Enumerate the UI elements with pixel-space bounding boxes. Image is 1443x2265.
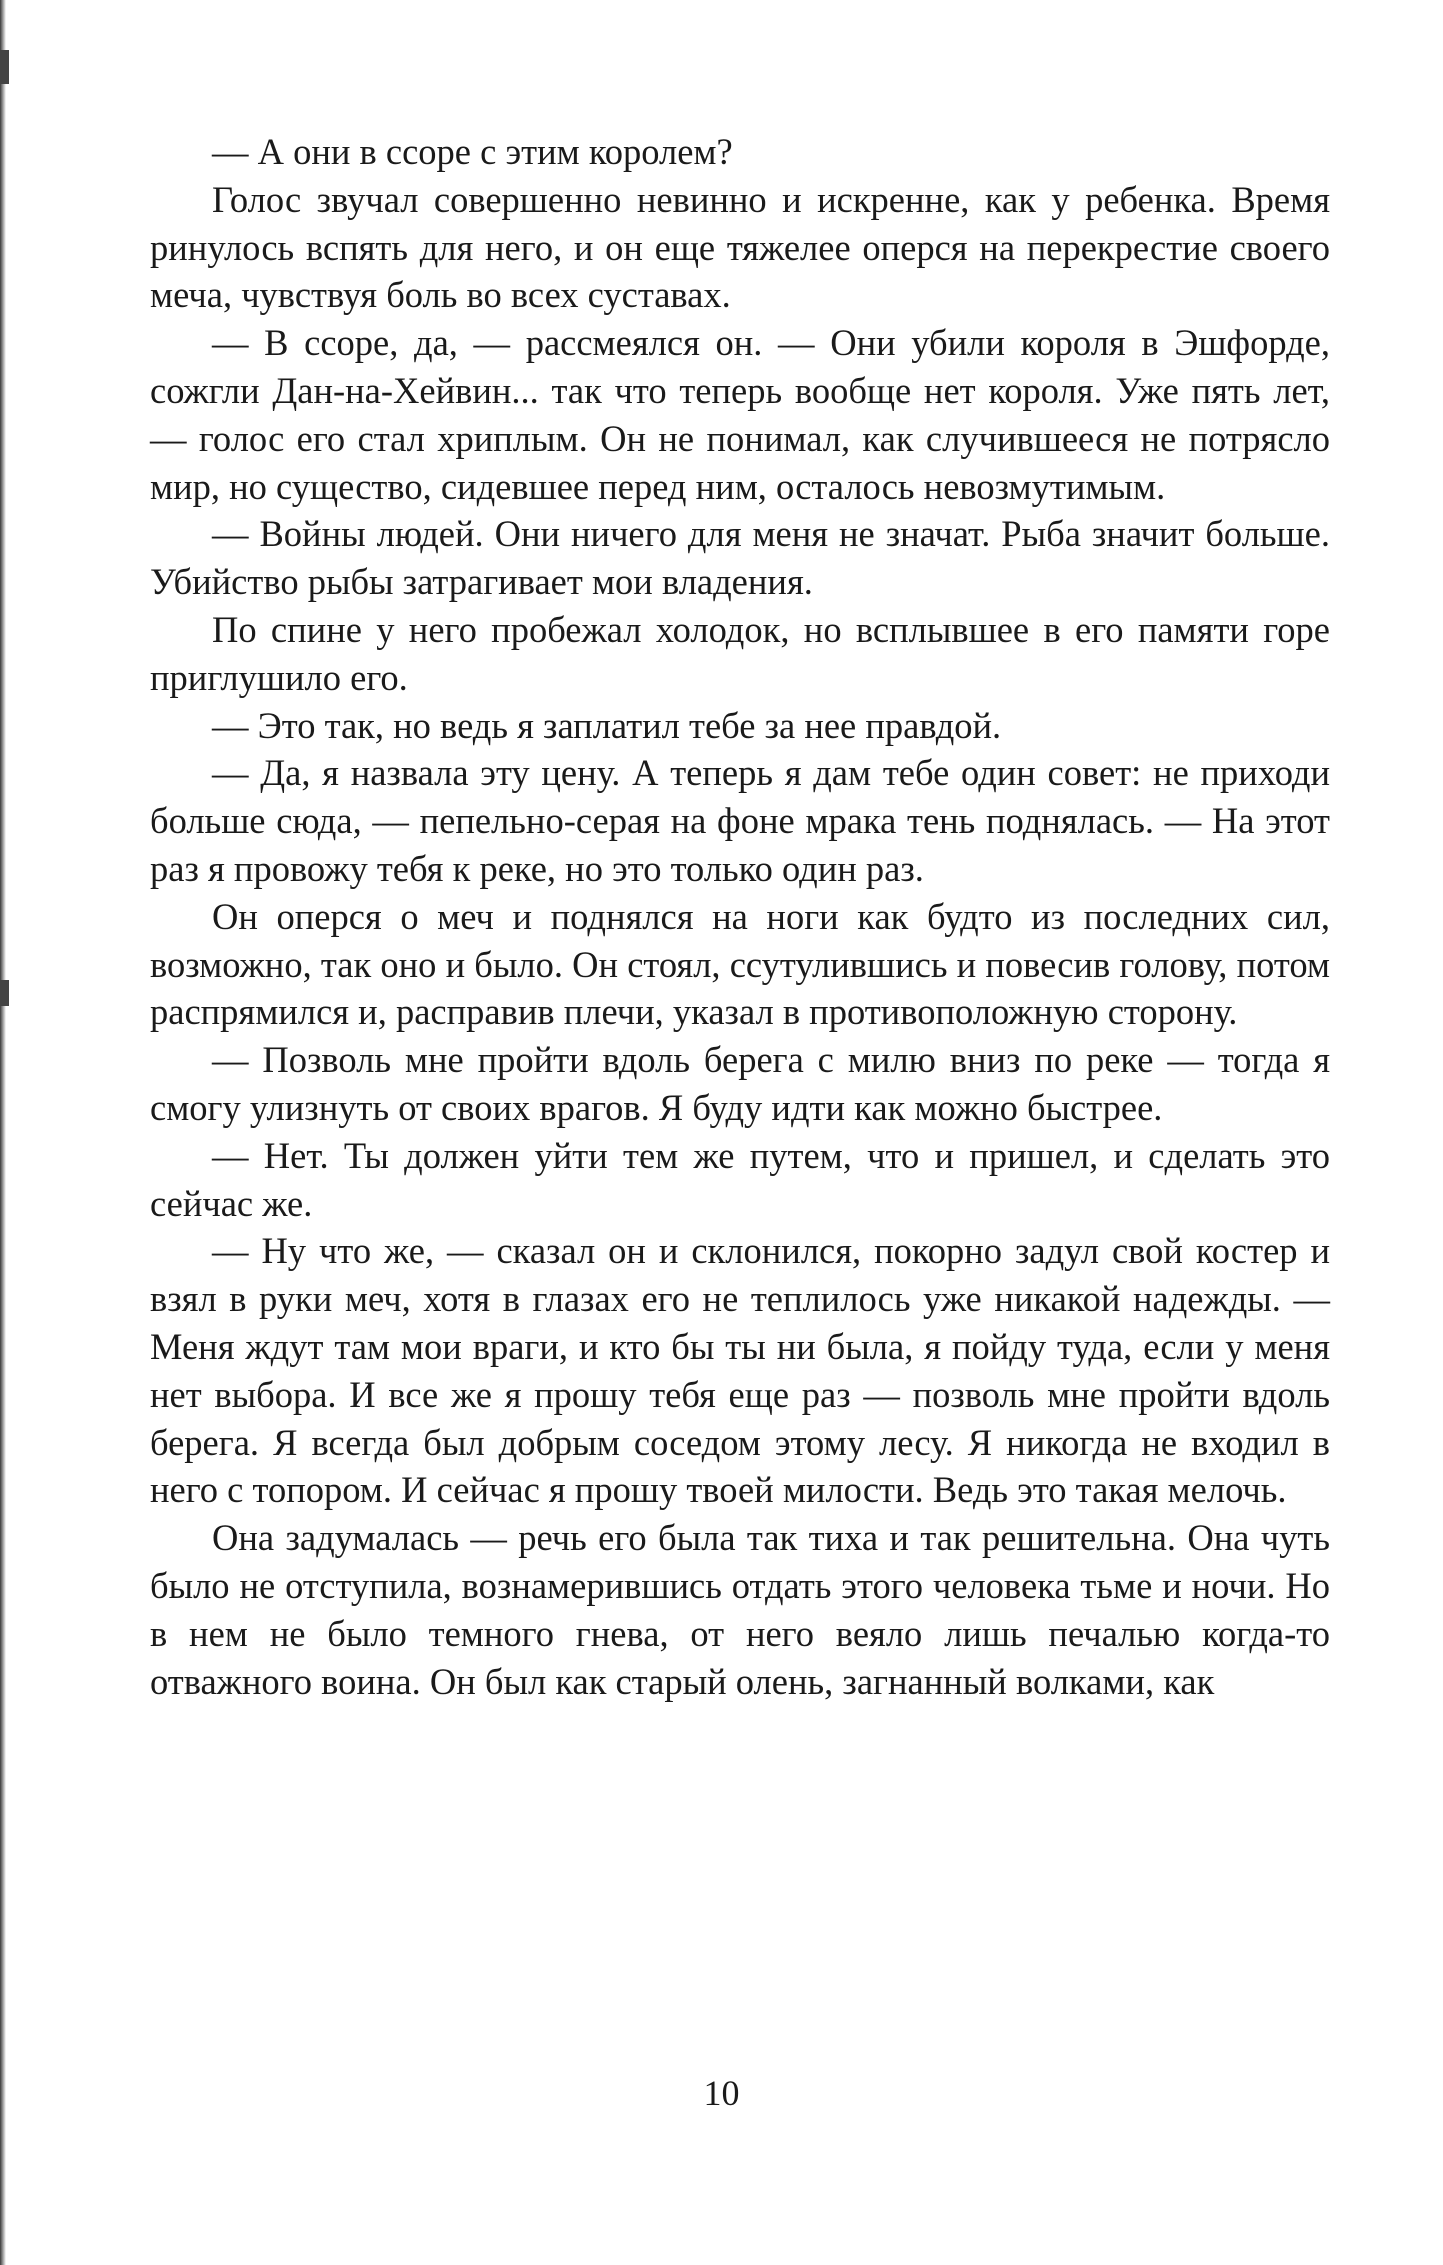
paragraph: — Позволь мне пройти вдоль берега с милю вниз по реке — тогда я смогу улизнуть от своих врагов. Я буду идти как можно быстрее. xyxy=(150,1039,1330,1128)
page-number: 10 xyxy=(703,2073,740,2113)
paragraph: Голос звучал совершенно невинно и искренне, как у ребенка. Время ринулось вспять для него, и он еще тяжелее оперся на перекрестие своего меча, чувствуя боль во всех суставах. xyxy=(150,178,1330,316)
paragraph: — Нет. Ты должен уйти тем же путем, что и пришел, и сделать это сейчас же. xyxy=(150,1134,1330,1224)
scan-mark xyxy=(0,50,9,84)
paragraph: Он оперся о меч и поднялся на ноги как будто из последних сил, возможно, так оно и было. Он стоял, ссутулившись и повесив голову, потом распрямился и, расправив плечи, указал в противоположную сторону. xyxy=(150,895,1330,1033)
page-text xyxy=(150,128,1330,1705)
paragraph: — В ссоре, да, — рассмеялся он. — Они убили короля в Эшфорде, сожгли Дан-на-Хейвин... так что теперь вообще нет короля. Уже пять лет, — голос его стал хриплым. Он не понимал, как случившееся не потрясло мир, но существо, сидевшее перед ним, осталось невозмутимым. xyxy=(150,322,1330,507)
paragraph: — Войны людей. Они ничего для меня не значат. Рыба значит больше. Убийство рыбы затрагивает мои владения. xyxy=(150,513,1330,603)
paragraph: Она задумалась — речь его была так тиха и так решительна. Она чуть было не отступила, вознамерившись отдать этого человека тьме и ночи. Но в нем не было темного гнева, от него веяло лишь печалью когда-то отважного воина. Он был как старый олень, загнанный волками, как xyxy=(150,1517,1330,1702)
scan-edge xyxy=(0,0,6,2265)
paragraph: По спине у него пробежал холодок, но всплывшее в его памяти горе приглушило его. xyxy=(150,608,1330,698)
paragraph: — Ну что же, — сказал он и склонился, покорно задул свой костер и взял в руки меч, хотя в глазах его не теплилось уже никакой надежды. — Меня ждут там мои враги, и кто бы ты ни была, я пойду туда, если у меня нет выбора. И все же я прошу тебя еще раз — позволь мне пройти вдоль берега. Я всегда был добрым соседом этому лесу. Я никогда не входил в него с топором. И сейчас я прошу твоей милости. Ведь это такая мелочь. xyxy=(150,1230,1330,1511)
paragraph: — А они в ссоре с этим королем? xyxy=(212,131,733,172)
paragraph: — Да, я назвала эту цену. А теперь я дам тебе один совет: не приходи больше сюда, — пепельно-серая на фоне мрака тень поднялась. — На этот раз я провожу тебя к реке, но это только один раз. xyxy=(150,752,1330,889)
scan-mark xyxy=(0,980,9,1006)
paragraph: — Это так, но ведь я заплатил тебе за нее правдой. xyxy=(212,704,1002,746)
